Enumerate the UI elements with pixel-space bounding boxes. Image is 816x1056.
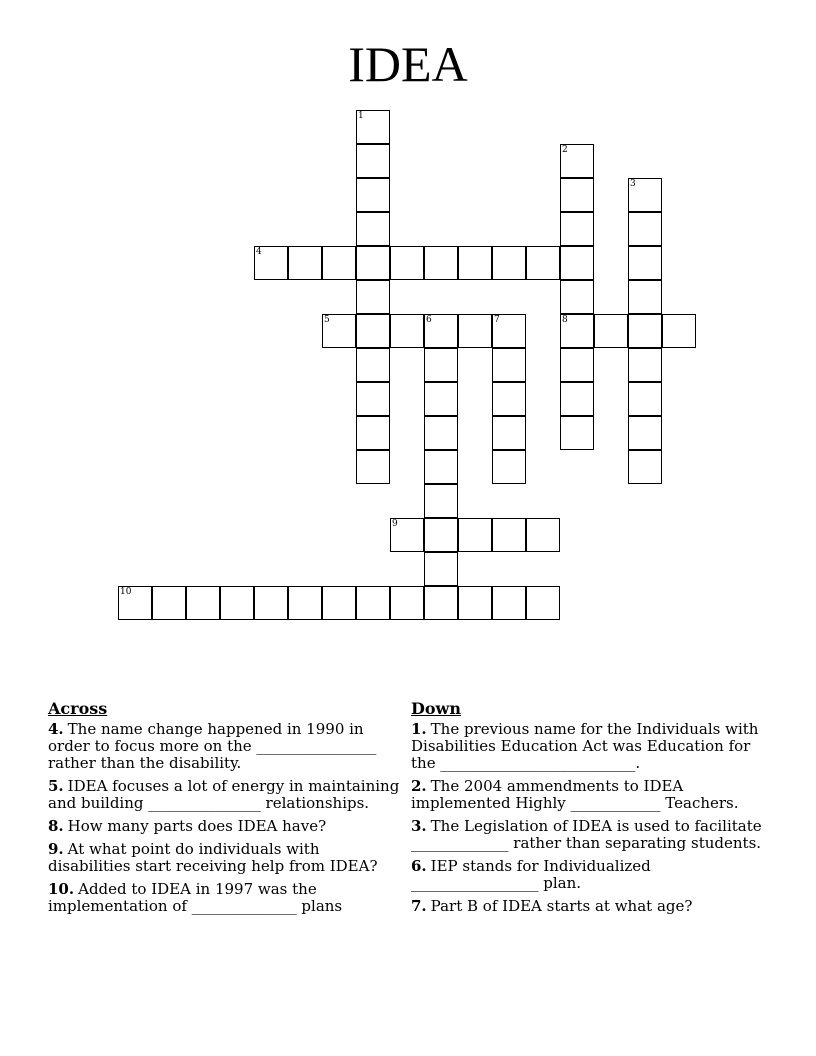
crossword-cell[interactable]: [560, 314, 594, 348]
crossword-cell[interactable]: [390, 314, 424, 348]
clue-across-5: [48, 778, 403, 812]
crossword-cell[interactable]: [356, 110, 390, 144]
crossword-cell[interactable]: [560, 382, 594, 416]
clue-number-label: 6: [426, 315, 432, 325]
crossword-cell[interactable]: [424, 382, 458, 416]
clue-down-7: [411, 898, 773, 915]
crossword-cell[interactable]: [628, 212, 662, 246]
crossword-cell[interactable]: [424, 552, 458, 586]
crossword-cell[interactable]: [628, 280, 662, 314]
clue-number: 6.: [411, 857, 427, 875]
crossword-cell[interactable]: [458, 314, 492, 348]
clue-text: At what point do individuals with disabilities start receiving help from IDEA?: [48, 840, 378, 875]
clue-text: The name change happened in 1990 in order to focus more on the ________________ rather than the disability.: [48, 720, 377, 772]
crossword-cell[interactable]: [560, 416, 594, 450]
crossword-cell[interactable]: [424, 348, 458, 382]
crossword-cell[interactable]: [628, 450, 662, 484]
crossword-cell[interactable]: [118, 586, 152, 620]
crossword-cell[interactable]: [526, 246, 560, 280]
clue-number: 2.: [411, 777, 427, 795]
crossword-cell[interactable]: [356, 382, 390, 416]
clue-number: 7.: [411, 897, 427, 915]
crossword-cell[interactable]: [390, 246, 424, 280]
crossword-cell[interactable]: [424, 314, 458, 348]
clue-number: 8.: [48, 817, 64, 835]
clue-down-2: [411, 778, 773, 812]
clue-number-label: 10: [120, 587, 132, 597]
crossword-cell[interactable]: [424, 450, 458, 484]
crossword-cell[interactable]: [526, 518, 560, 552]
crossword-cell[interactable]: [594, 314, 628, 348]
crossword-cell[interactable]: [492, 416, 526, 450]
crossword-cell[interactable]: [220, 586, 254, 620]
clue-text: IEP stands for Individualized _________________ plan.: [411, 857, 651, 892]
clue-text: The Legislation of IDEA is used to facilitate _____________ rather than separating students.: [411, 817, 762, 852]
crossword-cell[interactable]: [356, 280, 390, 314]
clue-text: The previous name for the Individuals with Disabilities Education Act was Education for the __________________________.: [411, 720, 759, 772]
crossword-cell[interactable]: [356, 212, 390, 246]
clue-across-4: [48, 721, 403, 772]
clue-text: Added to IDEA in 1997 was the implementation of ______________ plans: [48, 880, 343, 915]
crossword-cell[interactable]: [356, 416, 390, 450]
clue-number: 4.: [48, 720, 64, 738]
crossword-cell[interactable]: [356, 586, 390, 620]
clue-text: The 2004 ammendments to IDEA implemented Highly ____________ Teachers.: [411, 777, 739, 812]
clue-number-label: 5: [324, 315, 330, 325]
crossword-cell[interactable]: [492, 518, 526, 552]
crossword-cell[interactable]: [322, 314, 356, 348]
crossword-cell[interactable]: [288, 586, 322, 620]
crossword-cell[interactable]: [254, 246, 288, 280]
crossword-cell[interactable]: [662, 314, 696, 348]
clue-text: Part B of IDEA starts at what age?: [430, 897, 693, 915]
crossword-cell[interactable]: [560, 348, 594, 382]
crossword-cell[interactable]: [458, 518, 492, 552]
clue-number: 3.: [411, 817, 427, 835]
clue-number-label: 4: [256, 247, 262, 257]
crossword-cell[interactable]: [356, 348, 390, 382]
crossword-cell[interactable]: [526, 586, 560, 620]
crossword-cell[interactable]: [560, 178, 594, 212]
clue-number-label: 7: [494, 315, 500, 325]
clue-number: 1.: [411, 720, 427, 738]
clue-number: 5.: [48, 777, 64, 795]
down-heading: Down: [411, 699, 461, 718]
down-clues: [411, 700, 773, 921]
crossword-cell[interactable]: [424, 246, 458, 280]
crossword-cell[interactable]: [560, 246, 594, 280]
crossword-cell[interactable]: [424, 518, 458, 552]
crossword-cell[interactable]: [560, 212, 594, 246]
crossword-cell[interactable]: [492, 382, 526, 416]
puzzle-title: IDEA: [348, 36, 468, 92]
crossword-cell[interactable]: [560, 280, 594, 314]
crossword-cell[interactable]: [356, 246, 390, 280]
clue-number: 10.: [48, 880, 75, 898]
crossword-cell[interactable]: [628, 314, 662, 348]
crossword-cell[interactable]: [628, 178, 662, 212]
crossword-cell[interactable]: [424, 586, 458, 620]
clue-number-label: 3: [630, 179, 636, 189]
crossword-cell[interactable]: [356, 450, 390, 484]
crossword-cell[interactable]: [424, 416, 458, 450]
clue-across-10: [48, 881, 403, 915]
crossword-cell[interactable]: [628, 348, 662, 382]
crossword-cell[interactable]: [492, 450, 526, 484]
crossword-cell[interactable]: [492, 348, 526, 382]
clue-across-8: [48, 818, 403, 835]
crossword-cell[interactable]: [288, 246, 322, 280]
crossword-cell[interactable]: [152, 586, 186, 620]
crossword-cell[interactable]: [390, 586, 424, 620]
clue-across-9: [48, 841, 403, 875]
crossword-cell[interactable]: [254, 586, 288, 620]
crossword-cell[interactable]: [356, 178, 390, 212]
crossword-cell[interactable]: [322, 586, 356, 620]
clue-number-label: 9: [392, 519, 398, 529]
crossword-cell[interactable]: [458, 246, 492, 280]
crossword-cell[interactable]: [628, 416, 662, 450]
crossword-cell[interactable]: [492, 246, 526, 280]
clue-number-label: 2: [562, 145, 568, 155]
clue-number-label: 1: [358, 111, 364, 121]
crossword-cell[interactable]: [628, 246, 662, 280]
crossword-cell[interactable]: [458, 586, 492, 620]
crossword-cell[interactable]: [492, 586, 526, 620]
clue-down-6: [411, 858, 773, 892]
clue-down-3: [411, 818, 773, 852]
across-clues: [48, 700, 403, 921]
crossword-cell[interactable]: [424, 484, 458, 518]
across-heading: Across: [48, 699, 108, 718]
clue-text: IDEA focuses a lot of energy in maintaining and building _______________ relationships.: [48, 777, 400, 812]
clue-text: How many parts does IDEA have?: [67, 817, 327, 835]
clue-number: 9.: [48, 840, 64, 858]
clue-number-label: 8: [562, 315, 568, 325]
crossword-cell[interactable]: [390, 518, 424, 552]
crossword-cell[interactable]: [560, 144, 594, 178]
crossword-cell[interactable]: [628, 382, 662, 416]
clue-down-1: [411, 721, 773, 772]
crossword-cell[interactable]: [356, 314, 390, 348]
crossword-cell[interactable]: [322, 246, 356, 280]
crossword-cell[interactable]: [186, 586, 220, 620]
crossword-cell[interactable]: [492, 314, 526, 348]
crossword-cell[interactable]: [356, 144, 390, 178]
